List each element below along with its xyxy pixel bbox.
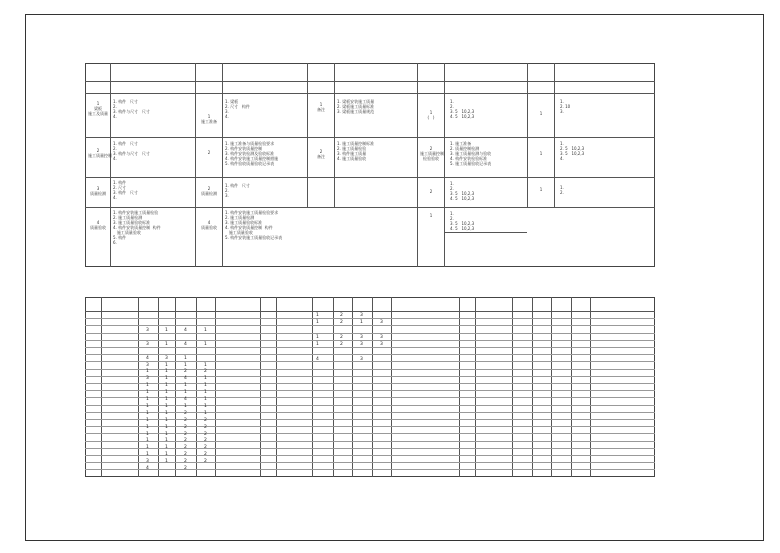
lower-mid-cell: 3 [380, 320, 383, 326]
lower-left-cell: 1 [165, 390, 168, 396]
cell-r2-c6: 1. 施工质量控制标准 2. 施工质量检验 3. 构件施工质量 4. 施工质量验收 [337, 141, 375, 161]
lower-mid-cell: 3 [360, 313, 363, 318]
cell-r2-c4: 1. 施工准备与质量检验要求 2. 构件安装质量控制 3. 构件安装检测及验收标准 4. 构件安装施工质量控制措施 5. 构件验收质量验收记录表 [225, 141, 279, 166]
lower-row-line [85, 376, 655, 377]
lower-mid-cell: 1 [360, 320, 363, 326]
cell-r2-c8: 1. 施工准备 2. 质量控制检测 3. 施工质量检测与验收 4. 构件安装检验标准 5. 施工质量验收记录表 [450, 141, 492, 166]
lower-left-cell: 1 [204, 341, 207, 347]
lower-left-cell: 2 [184, 445, 187, 451]
cell-r3-c4: 1. 构件 尺寸 2. 3. [225, 183, 250, 198]
cell-r4-c2: 1. 构件安装施工质量检验 2. 施工质量检测 3. 施工质量验收标准 4. 构件安装质量控制 构件 施工质量验收 5. 构件 6. [113, 210, 161, 245]
lower-row-line [85, 354, 655, 355]
lower-row-line [85, 433, 655, 434]
cell-r1-c7: 1 ( ) [427, 110, 435, 120]
lower-left-cell: 2 [184, 431, 187, 437]
lower-mid-cell: 3 [380, 334, 383, 340]
lower-row-line [85, 397, 655, 398]
lower-mid-cell: 2 [340, 334, 343, 340]
lower-left-cell: 2 [204, 452, 207, 458]
cell-r2-c5: 2 备注 [317, 149, 325, 159]
cell-r1-c1: 1 梁板 施工及质量 [88, 101, 108, 116]
cell-r4-c7: 1 [429, 213, 433, 218]
lower-left-cell: 3 [146, 362, 149, 368]
lower-left-cell: 1 [165, 445, 168, 451]
lower-mid-cell: 2 [340, 342, 343, 348]
cell-r1-c4: 1. 梁板 2. 尺寸 构件 3. 4. [225, 99, 250, 119]
lower-left-cell: 2 [204, 438, 207, 444]
lower-left-cell: 1 [146, 397, 149, 402]
lower-left-cell: 4 [146, 355, 149, 361]
lower-left-cell: 1 [165, 341, 168, 347]
lower-left-cell: 1 [146, 390, 149, 396]
lower-row-line [85, 318, 655, 319]
lower-left-cell: 4 [146, 466, 149, 471]
cell-r1-c6: 1. 梁板安装施工质量 2. 梁板施工质量标准 3. 梁板施工质量规范 [337, 99, 375, 114]
lower-row-line [85, 325, 655, 326]
lower-row-line [85, 448, 655, 449]
lower-mid-cell: 2 [340, 313, 343, 318]
lower-row-line [85, 462, 655, 463]
lower-left-cell: 2 [184, 417, 187, 423]
lower-mid-cell: 3 [380, 342, 383, 348]
lower-left-cell: 1 [184, 390, 187, 396]
lower-left-cell: 1 [184, 383, 187, 389]
cell-r3-c8: 1. 2. 3. 5 10,2,3 4. 5 10,2,3 [450, 181, 475, 201]
lower-left-cell: 4 [184, 341, 187, 347]
lower-left-cell: 1 [204, 383, 207, 389]
lower-mid-cell: 3 [360, 356, 363, 362]
lower-mid-cell: 1 [316, 313, 319, 318]
lower-left-cell: 1 [184, 362, 187, 368]
lower-row-line [85, 361, 655, 362]
lower-row-line [85, 412, 655, 413]
lower-left-cell: 2 [204, 459, 207, 465]
lower-left-cell: 1 [165, 369, 168, 375]
lower-mid-cell: 3 [360, 334, 363, 340]
cell-r3-c2: 1. 构件 2. 尺寸 3. 构件 尺寸 4. [113, 180, 138, 200]
lower-table [85, 297, 655, 477]
cell-r3-c1: 3 质量检测 [90, 186, 106, 196]
lower-left-cell: 1 [204, 362, 207, 368]
lower-left-cell: 1 [146, 445, 149, 451]
lower-left-cell: 1 [165, 383, 168, 389]
lower-left-cell: 1 [146, 417, 149, 423]
lower-left-cell: 2 [184, 410, 187, 416]
lower-left-cell: 1 [165, 417, 168, 423]
cell-r4-c8: 1. 2. 3. 5 10,2,3 4. 5 10,2,3 [450, 211, 475, 231]
lower-mid-cell: 1 [316, 342, 319, 348]
lower-left-cell: 1 [146, 424, 149, 430]
lower-left-cell: 1 [165, 328, 168, 333]
lower-left-cell: 2 [184, 452, 187, 458]
lower-mid-cell: 3 [360, 342, 363, 348]
lower-row-line [85, 347, 655, 348]
cell-r1-c10: 1. 2. 10 3. [560, 99, 571, 114]
lower-left-cell: 3 [146, 376, 149, 382]
lower-left-cell: 1 [165, 452, 168, 458]
lower-left-cell: 1 [146, 410, 149, 416]
lower-left-cell: 3 [146, 341, 149, 347]
cell-r4-c1: 4 质量验收 [90, 220, 106, 230]
lower-left-cell: 2 [204, 445, 207, 451]
lower-left-cell: 2 [204, 431, 207, 437]
lower-row-line [85, 405, 655, 406]
lower-left-cell: 1 [204, 403, 207, 409]
lower-left-cell: 1 [204, 328, 207, 333]
lower-left-cell: 1 [165, 410, 168, 416]
lower-row-line [85, 340, 655, 341]
lower-left-cell: 2 [204, 369, 207, 375]
cell-r4-c3: 4 质量验收 [201, 220, 217, 230]
lower-left-cell: 2 [184, 459, 187, 465]
lower-left-cell: 3 [146, 459, 149, 465]
lower-left-cell: 1 [146, 403, 149, 409]
lower-mid-cell: 4 [316, 356, 319, 362]
lower-row-line [85, 426, 655, 427]
lower-left-cell: 1 [146, 438, 149, 444]
cell-r1-c9: 1 [539, 111, 543, 116]
lower-left-cell: 2 [204, 417, 207, 423]
lower-mid-cell: 1 [316, 320, 319, 326]
lower-row-line [85, 369, 655, 370]
lower-left-cell: 4 [184, 376, 187, 382]
lower-left-cell: 2 [204, 424, 207, 430]
lower-row-line [85, 469, 655, 470]
lower-left-cell: 2 [184, 438, 187, 444]
lower-left-cell: 3 [146, 328, 149, 333]
lower-left-cell: 3 [165, 355, 168, 361]
lower-row-line [85, 441, 655, 442]
cell-r1-c2: 1. 构件 尺寸 2. 3. 构件与尺寸 尺寸 4. [113, 99, 150, 119]
cell-r3-c7: 2 [429, 189, 433, 194]
lower-left-cell: 1 [165, 362, 168, 368]
cell-r2-c2: 1. 构件 尺寸 2. 3. 构件与尺寸 尺寸 4. [113, 141, 150, 161]
lower-mid-cell: 2 [340, 320, 343, 326]
lower-left-cell: 2 [184, 466, 187, 471]
lower-left-cell: 4 [184, 328, 187, 333]
cell-r3-c9: 1 [539, 187, 543, 192]
lower-left-cell: 1 [204, 410, 207, 416]
cell-r4-c4: 1. 构件安装施工质量检验要求 2. 施工质量检测 3. 施工质量验收标准 4. 构件安装质量控制 构件 施工质量验收 5. 构件安装施工质量验收记录表 [225, 210, 283, 240]
cell-r2-c10: 1. 2. 5 10,2,3 3. 5 10,2,3 4. [560, 141, 585, 161]
lower-left-cell: 1 [204, 390, 207, 396]
cell-r2-c9: 1 [539, 151, 543, 156]
lower-left-cell: 1 [165, 397, 168, 402]
lower-left-cell: 1 [165, 459, 168, 465]
lower-left-cell: 1 [184, 355, 187, 361]
lower-left-cell: 1 [146, 452, 149, 458]
cell-r3-c10: 1. 2. [560, 185, 564, 195]
lower-row-line [85, 419, 655, 420]
lower-left-cell: 1 [204, 376, 207, 382]
lower-row-line [85, 383, 655, 384]
lower-left-cell: 1 [146, 431, 149, 437]
lower-left-cell: 4 [184, 397, 187, 402]
lower-left-cell: 1 [184, 403, 187, 409]
lower-left-cell: 2 [184, 369, 187, 375]
lower-left-cell: 1 [165, 431, 168, 437]
lower-left-cell: 1 [146, 369, 149, 375]
lower-left-cell: 1 [165, 376, 168, 382]
lower-mid-cell: 1 [316, 334, 319, 340]
lower-row-line [85, 333, 655, 334]
lower-left-cell: 1 [165, 403, 168, 409]
lower-left-cell: 1 [146, 383, 149, 389]
lower-row-line [85, 390, 655, 391]
lower-row-line [85, 455, 655, 456]
cell-r1-c3: 1 施工准备 [201, 114, 217, 124]
cell-r1-c8: 1. 2. 3. 5 10,2,3 4. 5 10,2,3 [450, 99, 475, 119]
lower-left-cell: 1 [165, 438, 168, 444]
lower-left-cell: 2 [184, 424, 187, 430]
lower-left-cell: 1 [165, 424, 168, 430]
cell-r2-c3: 2 [207, 150, 211, 155]
cell-r2-c1: 2 施工质量控制 [88, 148, 112, 158]
cell-r1-c5: 1 备注 [317, 102, 325, 112]
cell-r2-c7: 2 施工质量控制 检验验收 [420, 146, 444, 161]
cell-r3-c3: 2 质量检测 [201, 186, 217, 196]
lower-left-cell: 1 [204, 397, 207, 402]
